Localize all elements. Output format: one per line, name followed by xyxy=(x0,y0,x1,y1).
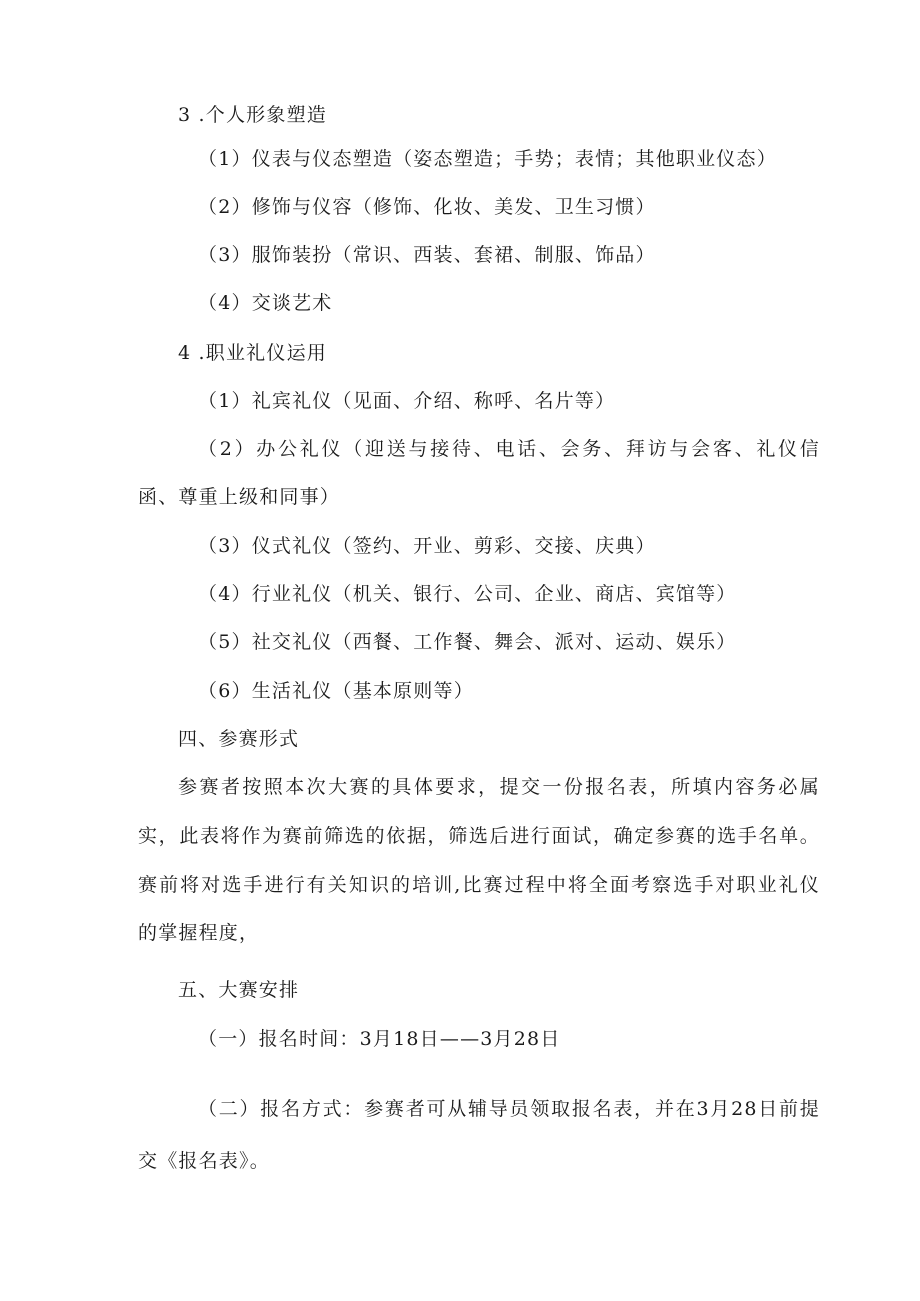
schedule-item: （一）报名时间：3月18日——3月28日 xyxy=(198,1028,561,1050)
list-item: （4）行业礼仪（机关、银行、公司、企业、商店、宾馆等） xyxy=(198,583,737,605)
schedule-item: （二）报名方式：参赛者可从辅导员领取报名表，并在3月28日前提 xyxy=(198,1098,820,1120)
list-item: （1）礼宾礼仪（见面、介绍、称呼、名片等） xyxy=(198,390,616,412)
list-item: （6）生活礼仪（基本原则等） xyxy=(198,680,474,702)
list-item: （1）仪表与仪态塑造（姿态塑造；手势；表情；其他职业仪态） xyxy=(198,148,777,170)
paragraph-line: 实，此表将作为赛前筛选的依据，筛选后进行面试，确定参赛的选手名单。 xyxy=(138,825,820,847)
list-item: （3）服饰装扮（常识、西装、套裙、制服、饰品） xyxy=(198,244,656,266)
list-item: （2）办公礼仪（迎送与接待、电话、会务、拜访与会客、礼仪信 xyxy=(198,438,820,460)
paragraph-line: 赛前将对选手进行有关知识的培训,比赛过程中将全面考察选手对职业礼仪 xyxy=(138,874,820,896)
schedule-item-continuation: 交《报名表》。 xyxy=(138,1150,270,1172)
section-heading-etiquette-use: 4 .职业礼仪运用 xyxy=(178,342,327,364)
list-item: （2）修饰与仪容（修饰、化妆、美发、卫生习惯） xyxy=(198,196,656,218)
list-item: （3）仪式礼仪（签约、开业、剪彩、交接、庆典） xyxy=(198,535,656,557)
list-item: （4）交谈艺术 xyxy=(198,292,333,314)
section-heading-arrangement: 五、大赛安排 xyxy=(178,979,300,1001)
section-heading-participation: 四、参赛形式 xyxy=(178,728,300,750)
section-heading-personal-image: 3 .个人形象塑造 xyxy=(178,104,327,126)
list-item: （5）社交礼仪（西餐、工作餐、舞会、派对、运动、娱乐） xyxy=(198,631,737,653)
paragraph-line: 参赛者按照本次大赛的具体要求，提交一份报名表，所填内容务必属 xyxy=(178,776,820,798)
paragraph-line: 的掌握程度， xyxy=(138,922,260,944)
list-item-continuation: 函、尊重上级和同事） xyxy=(138,486,341,508)
